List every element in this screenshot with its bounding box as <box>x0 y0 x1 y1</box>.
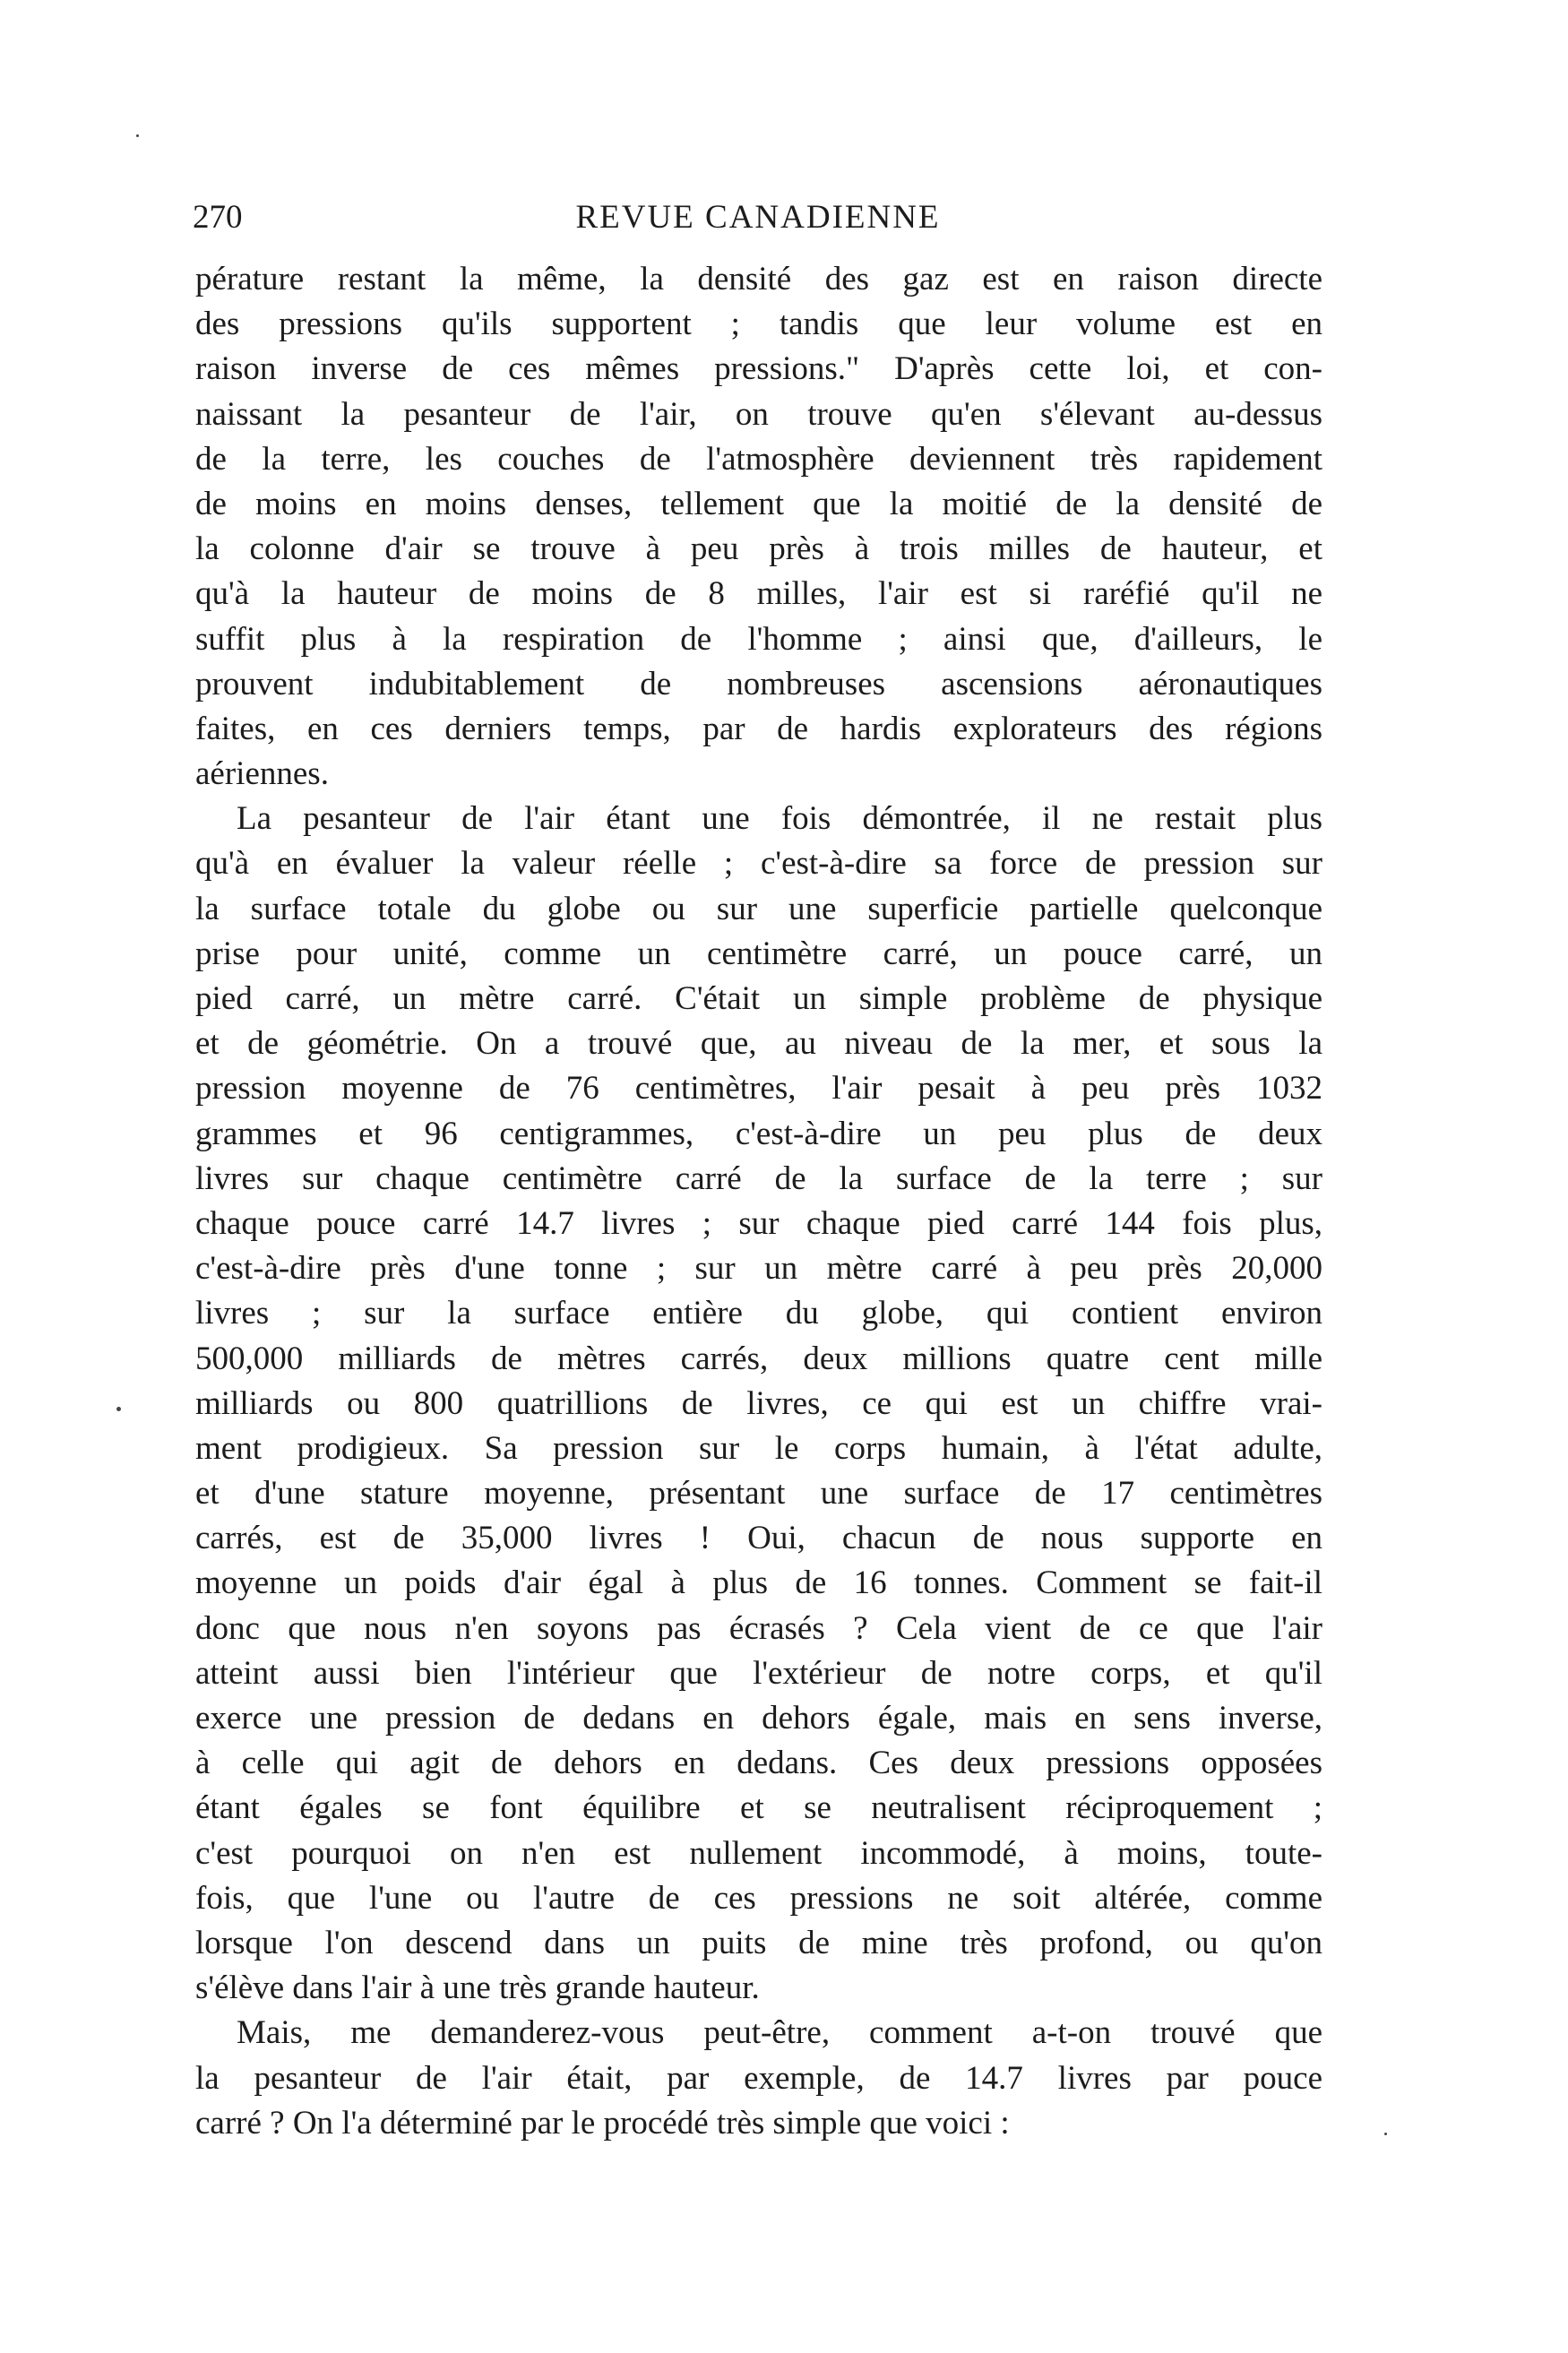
text-line: raison inverse de ces mêmes pressions." D'après cette loi, et con- <box>195 350 1322 388</box>
text-line: prise pour unité, comme un centimètre carré, un pouce carré, un <box>195 935 1322 972</box>
page-header <box>193 191 1323 245</box>
text-line: la pesanteur de l'air était, par exemple, de 14.7 livres par pouce <box>195 2059 1322 2097</box>
text-line: livres ; sur la surface entière du globe, qui contient environ <box>195 1295 1322 1332</box>
text-line: pied carré, un mètre carré. C'était un simple problème de physique <box>195 980 1322 1017</box>
text-line: 500,000 milliards de mètres carrés, deux millions quatre cent mille <box>195 1340 1322 1377</box>
text-line: livres sur chaque centimètre carré de la surface de la terre ; sur <box>195 1159 1322 1197</box>
text-line: la colonne d'air se trouve à peu près à trois milles de hauteur, et <box>195 530 1322 568</box>
text-line: et de géométrie. On a trouvé que, au niveau de la mer, et sous la <box>195 1025 1322 1063</box>
paragraph <box>195 2011 1322 2146</box>
text-line: aériennes. <box>195 755 329 793</box>
text-line: faites, en ces derniers temps, par de hardis explorateurs des régions <box>195 710 1322 747</box>
text-line: grammes et 96 centigrammes, c'est-à-dire un peu plus de deux <box>195 1115 1322 1152</box>
scan-speck <box>1384 2133 1387 2135</box>
text-line: ment prodigieux. Sa pression sur le corps humain, à l'état adulte, <box>195 1429 1322 1467</box>
text-line: de la terre, les couches de l'atmosphère deviennent très rapidement <box>195 440 1322 478</box>
scan-speck <box>136 134 139 137</box>
text-line: la surface totale du globe ou sur une superficie partielle quelconque <box>195 890 1322 927</box>
text-line: atteint aussi bien l'intérieur que l'extérieur de notre corps, et qu'il <box>195 1654 1322 1692</box>
text-line: c'est pourquoi on n'en est nullement incommodé, à moins, toute- <box>195 1834 1322 1872</box>
text-line: prouvent indubitablement de nombreuses ascensions aéronautiques <box>195 665 1322 702</box>
text-line: Mais, me demanderez-vous peut-être, comment a-t-on trouvé que <box>237 2014 1322 2052</box>
text-line: La pesanteur de l'air étant une fois démontrée, il ne restait plus <box>237 800 1322 838</box>
text-line: chaque pouce carré 14.7 livres ; sur chaque pied carré 144 fois plus, <box>195 1204 1322 1242</box>
text-line: et d'une stature moyenne, présentant une surface de 17 centimètres <box>195 1475 1322 1513</box>
page-number: 270 <box>193 199 243 236</box>
paragraph <box>195 257 1322 797</box>
text-line: pérature restant la même, la densité des gaz est en raison directe <box>195 261 1322 297</box>
text-line: exerce une pression de dedans en dehors égale, mais en sens inverse, <box>195 1700 1322 1737</box>
text-line: pression moyenne de 76 centimètres, l'air pesait à peu près 1032 <box>195 1070 1322 1108</box>
text-line: suffit plus à la respiration de l'homme ; ainsi que, d'ailleurs, le <box>195 620 1322 658</box>
text-line: qu'à la hauteur de moins de 8 milles, l'air est si raréfié qu'il ne <box>195 575 1322 613</box>
text-line: fois, que l'une ou l'autre de ces pressions ne soit altérée, comme <box>195 1879 1322 1917</box>
text-line: lorsque l'on descend dans un puits de mine très profond, ou qu'on <box>195 1924 1322 1961</box>
text-line: donc que nous n'en soyons pas écrasés ? Cela vient de ce que l'air <box>195 1609 1322 1647</box>
text-line: carré ? On l'a déterminé par le procédé très simple que voici : <box>195 2104 1010 2142</box>
text-line: à celle qui agit de dehors en dedans. Ces deux pressions opposées <box>195 1745 1322 1782</box>
text-line: c'est-à-dire près d'une tonne ; sur un mètre carré à peu près 20,000 <box>195 1250 1322 1288</box>
paragraph <box>195 797 1322 2011</box>
body-text <box>195 257 1322 2146</box>
text-line: s'élève dans l'air à une très grande hauteur. <box>195 1969 760 2007</box>
text-line: des pressions qu'ils supportent ; tandis que leur volume est en <box>195 306 1322 343</box>
scan-speck <box>116 1407 121 1411</box>
text-line: de moins en moins denses, tellement que la moitié de la densité de <box>195 485 1322 522</box>
running-title: REVUE CANADIENNE <box>575 199 941 236</box>
text-line: naissant la pesanteur de l'air, on trouve qu'en s'élevant au-dessus <box>195 395 1322 433</box>
text-line: qu'à en évaluer la valeur réelle ; c'est-à-dire sa force de pression sur <box>195 845 1322 883</box>
text-line: carrés, est de 35,000 livres ! Oui, chacun de nous supporte en <box>195 1520 1322 1557</box>
text-line: milliards ou 800 quatrillions de livres, ce qui est un chiffre vrai- <box>195 1384 1322 1422</box>
text-line: moyenne un poids d'air égal à plus de 16 tonnes. Comment se fait-il <box>195 1564 1322 1602</box>
text-line: étant égales se font équilibre et se neutralisent réciproquement ; <box>195 1789 1322 1827</box>
